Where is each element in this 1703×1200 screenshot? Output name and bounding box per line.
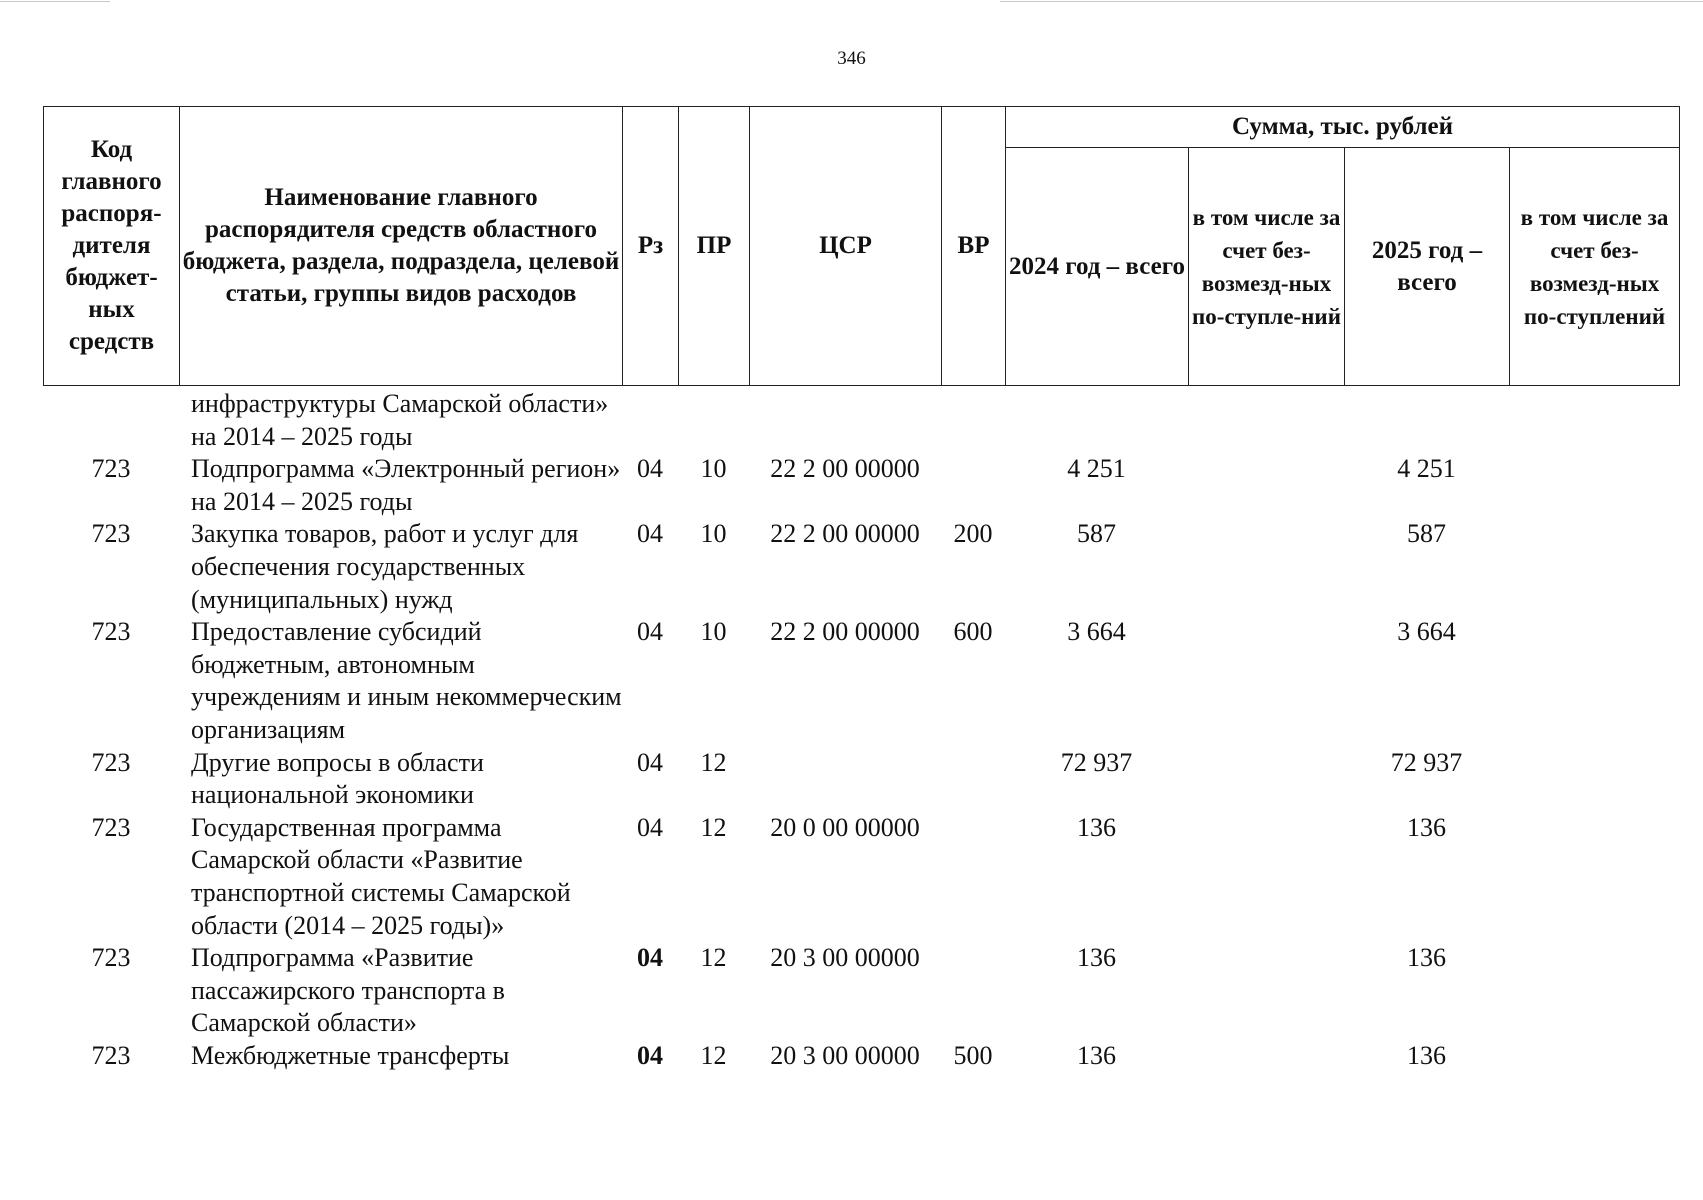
cell-2025-grants xyxy=(1509,812,1679,942)
cell-pr: 10 xyxy=(700,454,727,484)
cell-csr: 22 2 00 00000 xyxy=(770,454,920,484)
cell-rz: 04 xyxy=(637,1040,663,1070)
header-rz: Рз xyxy=(623,107,679,386)
cell-2024-grants xyxy=(1188,616,1344,746)
cell-code: 723 xyxy=(91,454,131,484)
cell-2025-total: 587 xyxy=(1407,519,1446,549)
cell-vr: 200 xyxy=(953,519,993,549)
table-row xyxy=(43,453,1679,518)
cell-2025-total: 136 xyxy=(1407,1040,1446,1070)
table-row xyxy=(43,747,1679,812)
cell-2024-grants xyxy=(1188,453,1344,518)
cell-name: Закупка товаров, работ и услуг для обеспечения государственных (муниципальных) нужд xyxy=(191,519,579,614)
cell-code: 723 xyxy=(91,747,131,777)
cell-rz: 04 xyxy=(637,454,663,484)
cell-2024-total: 3 664 xyxy=(1067,617,1126,647)
header-name: Наименование главного распорядителя средств областного бюджета, раздела, подраздела, целевой статьи, группы видов расходов xyxy=(180,107,623,386)
cell-rz: 04 xyxy=(637,812,663,842)
cell-name: Межбюджетные трансферты xyxy=(191,1040,510,1070)
header-code: Код главного распоря-дителя бюджет-ных средств xyxy=(44,107,180,386)
cell-csr: 22 2 00 00000 xyxy=(770,617,920,647)
cell-code: 723 xyxy=(91,519,131,549)
table-row xyxy=(43,388,1679,453)
cell-vr xyxy=(941,812,1005,942)
cell-2025-grants xyxy=(1509,616,1679,746)
cell-rz: 04 xyxy=(637,747,663,777)
cell-2024-total: 136 xyxy=(1077,943,1116,973)
cell-vr: 600 xyxy=(953,617,993,647)
cell-rz: 04 xyxy=(637,943,663,973)
cell-vr xyxy=(941,453,1005,518)
header-2025-total: 2025 год – всего xyxy=(1345,148,1510,386)
cell-vr xyxy=(941,942,1005,1040)
cell-csr: 20 3 00 00000 xyxy=(770,1040,920,1070)
cell-2024-total: 136 xyxy=(1077,812,1116,842)
cell-pr: 12 xyxy=(700,1040,727,1070)
cell-code xyxy=(43,388,179,453)
cell-pr: 12 xyxy=(700,812,727,842)
table-body xyxy=(43,388,1679,1072)
cell-2025-total: 3 664 xyxy=(1397,617,1456,647)
header-2025-grants: в том числе за счет без-возмезд-ных по-ступлений xyxy=(1510,148,1680,386)
table-row xyxy=(43,1040,1679,1073)
cell-2025-grants xyxy=(1509,518,1679,616)
cell-2025-grants xyxy=(1509,747,1679,812)
cell-name: Предоставление субсидий бюджетным, автономным учреждениям и иным некоммерческим организациям xyxy=(191,617,622,744)
cell-rz: 04 xyxy=(637,519,663,549)
cell-code: 723 xyxy=(91,617,131,647)
table-row xyxy=(43,518,1679,616)
header-csr: ЦСР xyxy=(750,107,942,386)
cell-2025-total: 136 xyxy=(1407,812,1446,842)
cell-code: 723 xyxy=(91,812,131,842)
cell-name: Подпрограмма «Электронный регион» на 2014 – 2025 годы xyxy=(191,454,621,516)
cell-csr xyxy=(749,747,941,812)
cell-2025-total: 136 xyxy=(1407,943,1446,973)
cell-csr: 20 0 00 00000 xyxy=(770,812,920,842)
cell-2024-total: 72 937 xyxy=(1060,747,1133,777)
cell-2024-grants xyxy=(1188,942,1344,1040)
header-2024-total: 2024 год – всего xyxy=(1006,148,1189,386)
cell-name: инфраструктуры Самарской области» на 2014 – 2025 годы xyxy=(191,389,609,451)
table-header xyxy=(43,106,1680,386)
cell-vr xyxy=(941,747,1005,812)
cell-2024-grants xyxy=(1188,1040,1344,1073)
cell-2024-grants xyxy=(1188,747,1344,812)
cell-2025-grants xyxy=(1509,388,1679,453)
header-vr: ВР xyxy=(942,107,1006,386)
table-row xyxy=(43,812,1679,942)
cell-pr: 12 xyxy=(700,943,727,973)
cell-name: Другие вопросы в области национальной экономики xyxy=(191,747,484,810)
cell-2024-total: 587 xyxy=(1077,519,1116,549)
top-rule-right xyxy=(1000,1,1703,2)
cell-2025-grants xyxy=(1509,942,1679,1040)
cell-vr: 500 xyxy=(953,1040,993,1070)
cell-name: Государственная программа Самарской области «Развитие транспортной системы Самарской области (2014 – 2025 годы)» xyxy=(191,812,571,940)
header-sum: Сумма, тыс. рублей xyxy=(1006,107,1680,148)
cell-csr xyxy=(749,388,941,453)
cell-2024-total: 136 xyxy=(1077,1040,1116,1070)
cell-2024-grants xyxy=(1188,518,1344,616)
table-row xyxy=(43,616,1679,746)
page-number: 346 xyxy=(837,48,866,69)
cell-code: 723 xyxy=(91,943,131,973)
cell-2025-grants xyxy=(1509,453,1679,518)
cell-2024-grants xyxy=(1188,812,1344,942)
cell-2024-total xyxy=(1005,388,1188,453)
top-rule-left xyxy=(0,1,110,2)
cell-2025-total: 4 251 xyxy=(1397,454,1456,484)
header-2024-grants: в том числе за счет без-возмезд-ных по-ступле-ний xyxy=(1189,148,1345,386)
cell-2025-grants xyxy=(1509,1040,1679,1073)
cell-csr: 22 2 00 00000 xyxy=(770,519,920,549)
cell-2024-total: 4 251 xyxy=(1067,454,1126,484)
cell-2024-grants xyxy=(1188,388,1344,453)
cell-pr: 10 xyxy=(700,617,727,647)
cell-2025-total: 72 937 xyxy=(1390,747,1463,777)
header-pr: ПР xyxy=(679,107,750,386)
cell-pr: 10 xyxy=(700,519,727,549)
cell-csr: 20 3 00 00000 xyxy=(770,943,920,973)
cell-vr xyxy=(941,388,1005,453)
cell-2025-total xyxy=(1344,388,1509,453)
cell-code: 723 xyxy=(91,1040,131,1070)
cell-pr: 12 xyxy=(700,747,727,777)
cell-name: Подпрограмма «Развитие пассажирского транспорта в Самарской области» xyxy=(191,943,505,1038)
table-row xyxy=(43,942,1679,1040)
cell-rz: 04 xyxy=(637,617,663,647)
cell-pr xyxy=(678,388,749,453)
cell-rz xyxy=(622,388,678,453)
